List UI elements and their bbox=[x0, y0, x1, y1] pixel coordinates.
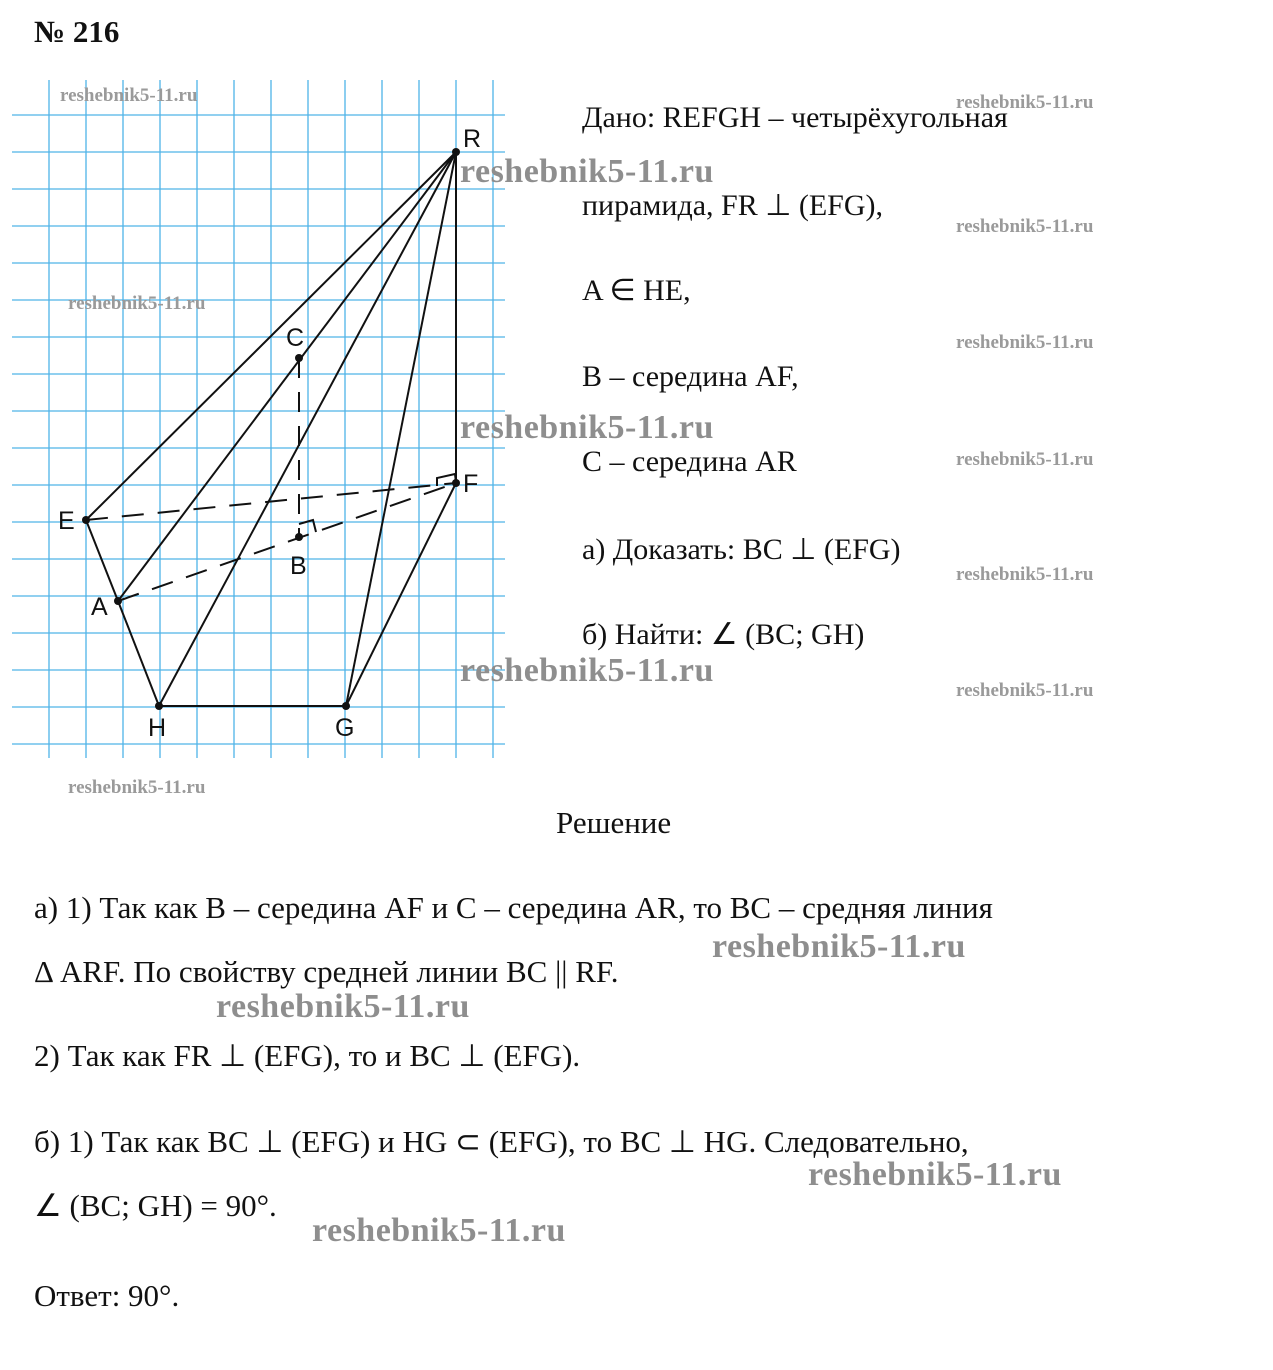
watermark: reshebnik5-11.ru bbox=[312, 1212, 566, 1249]
watermark: reshebnik5-11.ru bbox=[460, 153, 714, 190]
label-B: B bbox=[290, 552, 307, 580]
edge-RG bbox=[346, 152, 456, 706]
point-E bbox=[82, 516, 90, 524]
watermark: reshebnik5-11.ru bbox=[712, 928, 966, 965]
label-H: H bbox=[148, 714, 167, 742]
watermark: reshebnik5-11.ru bbox=[808, 1156, 1062, 1193]
vertex-labels bbox=[58, 125, 481, 742]
edge-EA bbox=[86, 520, 118, 601]
label-A: A bbox=[91, 593, 108, 621]
watermark: reshebnik5-11.ru bbox=[956, 216, 1094, 237]
given-line-2: пирамида, FR ⊥ (EFG), bbox=[582, 189, 884, 222]
watermark: reshebnik5-11.ru bbox=[956, 564, 1094, 585]
watermark: reshebnik5-11.ru bbox=[956, 332, 1094, 353]
grid bbox=[12, 80, 505, 758]
watermark: reshebnik5-11.ru bbox=[956, 449, 1094, 470]
point-G bbox=[342, 702, 350, 710]
point-R bbox=[452, 148, 460, 156]
watermark: reshebnik5-11.ru bbox=[956, 92, 1094, 113]
task-number: № 216 bbox=[34, 14, 120, 49]
watermark: reshebnik5-11.ru bbox=[68, 777, 206, 798]
point-H bbox=[155, 702, 163, 710]
answer: Ответ: 90°. bbox=[34, 1278, 180, 1313]
solution-heading: Решение bbox=[556, 805, 672, 840]
watermark: reshebnik5-11.ru bbox=[460, 652, 714, 689]
label-G: G bbox=[335, 714, 355, 742]
watermark: reshebnik5-11.ru bbox=[460, 409, 714, 446]
label-F: F bbox=[463, 470, 479, 498]
point-F bbox=[452, 479, 460, 487]
given-line-7: б) Найти: ∠ (BC; GH) bbox=[582, 618, 865, 651]
given-line-6: а) Доказать: BC ⊥ (EFG) bbox=[582, 533, 901, 566]
watermark: reshebnik5-11.ru bbox=[68, 293, 206, 314]
point-A bbox=[114, 597, 122, 605]
solution-a2: 2) Так как FR ⊥ (EFG), то и BC ⊥ (EFG). bbox=[34, 1038, 581, 1073]
given-line-1: Дано: REFGH – четырёхугольная bbox=[582, 101, 1008, 134]
given-line-4: B – середина AF, bbox=[582, 360, 799, 393]
point-C bbox=[295, 354, 303, 362]
given-line-5: C – середина AR bbox=[582, 445, 797, 478]
watermark: reshebnik5-11.ru bbox=[60, 85, 198, 106]
point-B bbox=[295, 533, 303, 541]
edge-AH bbox=[118, 601, 159, 706]
solution-a1-line-1: а) 1) Так как B – середина AF и C – середина AR, то BC – средняя линия bbox=[34, 890, 993, 925]
given-line-3: A ∈ HE, bbox=[582, 274, 691, 307]
watermark: reshebnik5-11.ru bbox=[956, 680, 1094, 701]
watermark: reshebnik5-11.ru bbox=[216, 988, 470, 1025]
edge-RA bbox=[118, 152, 456, 601]
label-C: C bbox=[286, 324, 305, 352]
solution-b1-line-1: б) 1) Так как BC ⊥ (EFG) и HG ⊂ (EFG), то BC ⊥ HG. Следовательно, bbox=[34, 1124, 969, 1159]
solution-b1-line-2: ∠ (BC; GH) = 90°. bbox=[34, 1188, 277, 1223]
solution-a1-line-2: Δ ARF. По свойству средней линии BC || RF. bbox=[34, 954, 619, 989]
label-E: E bbox=[58, 507, 75, 535]
label-R: R bbox=[463, 125, 482, 153]
